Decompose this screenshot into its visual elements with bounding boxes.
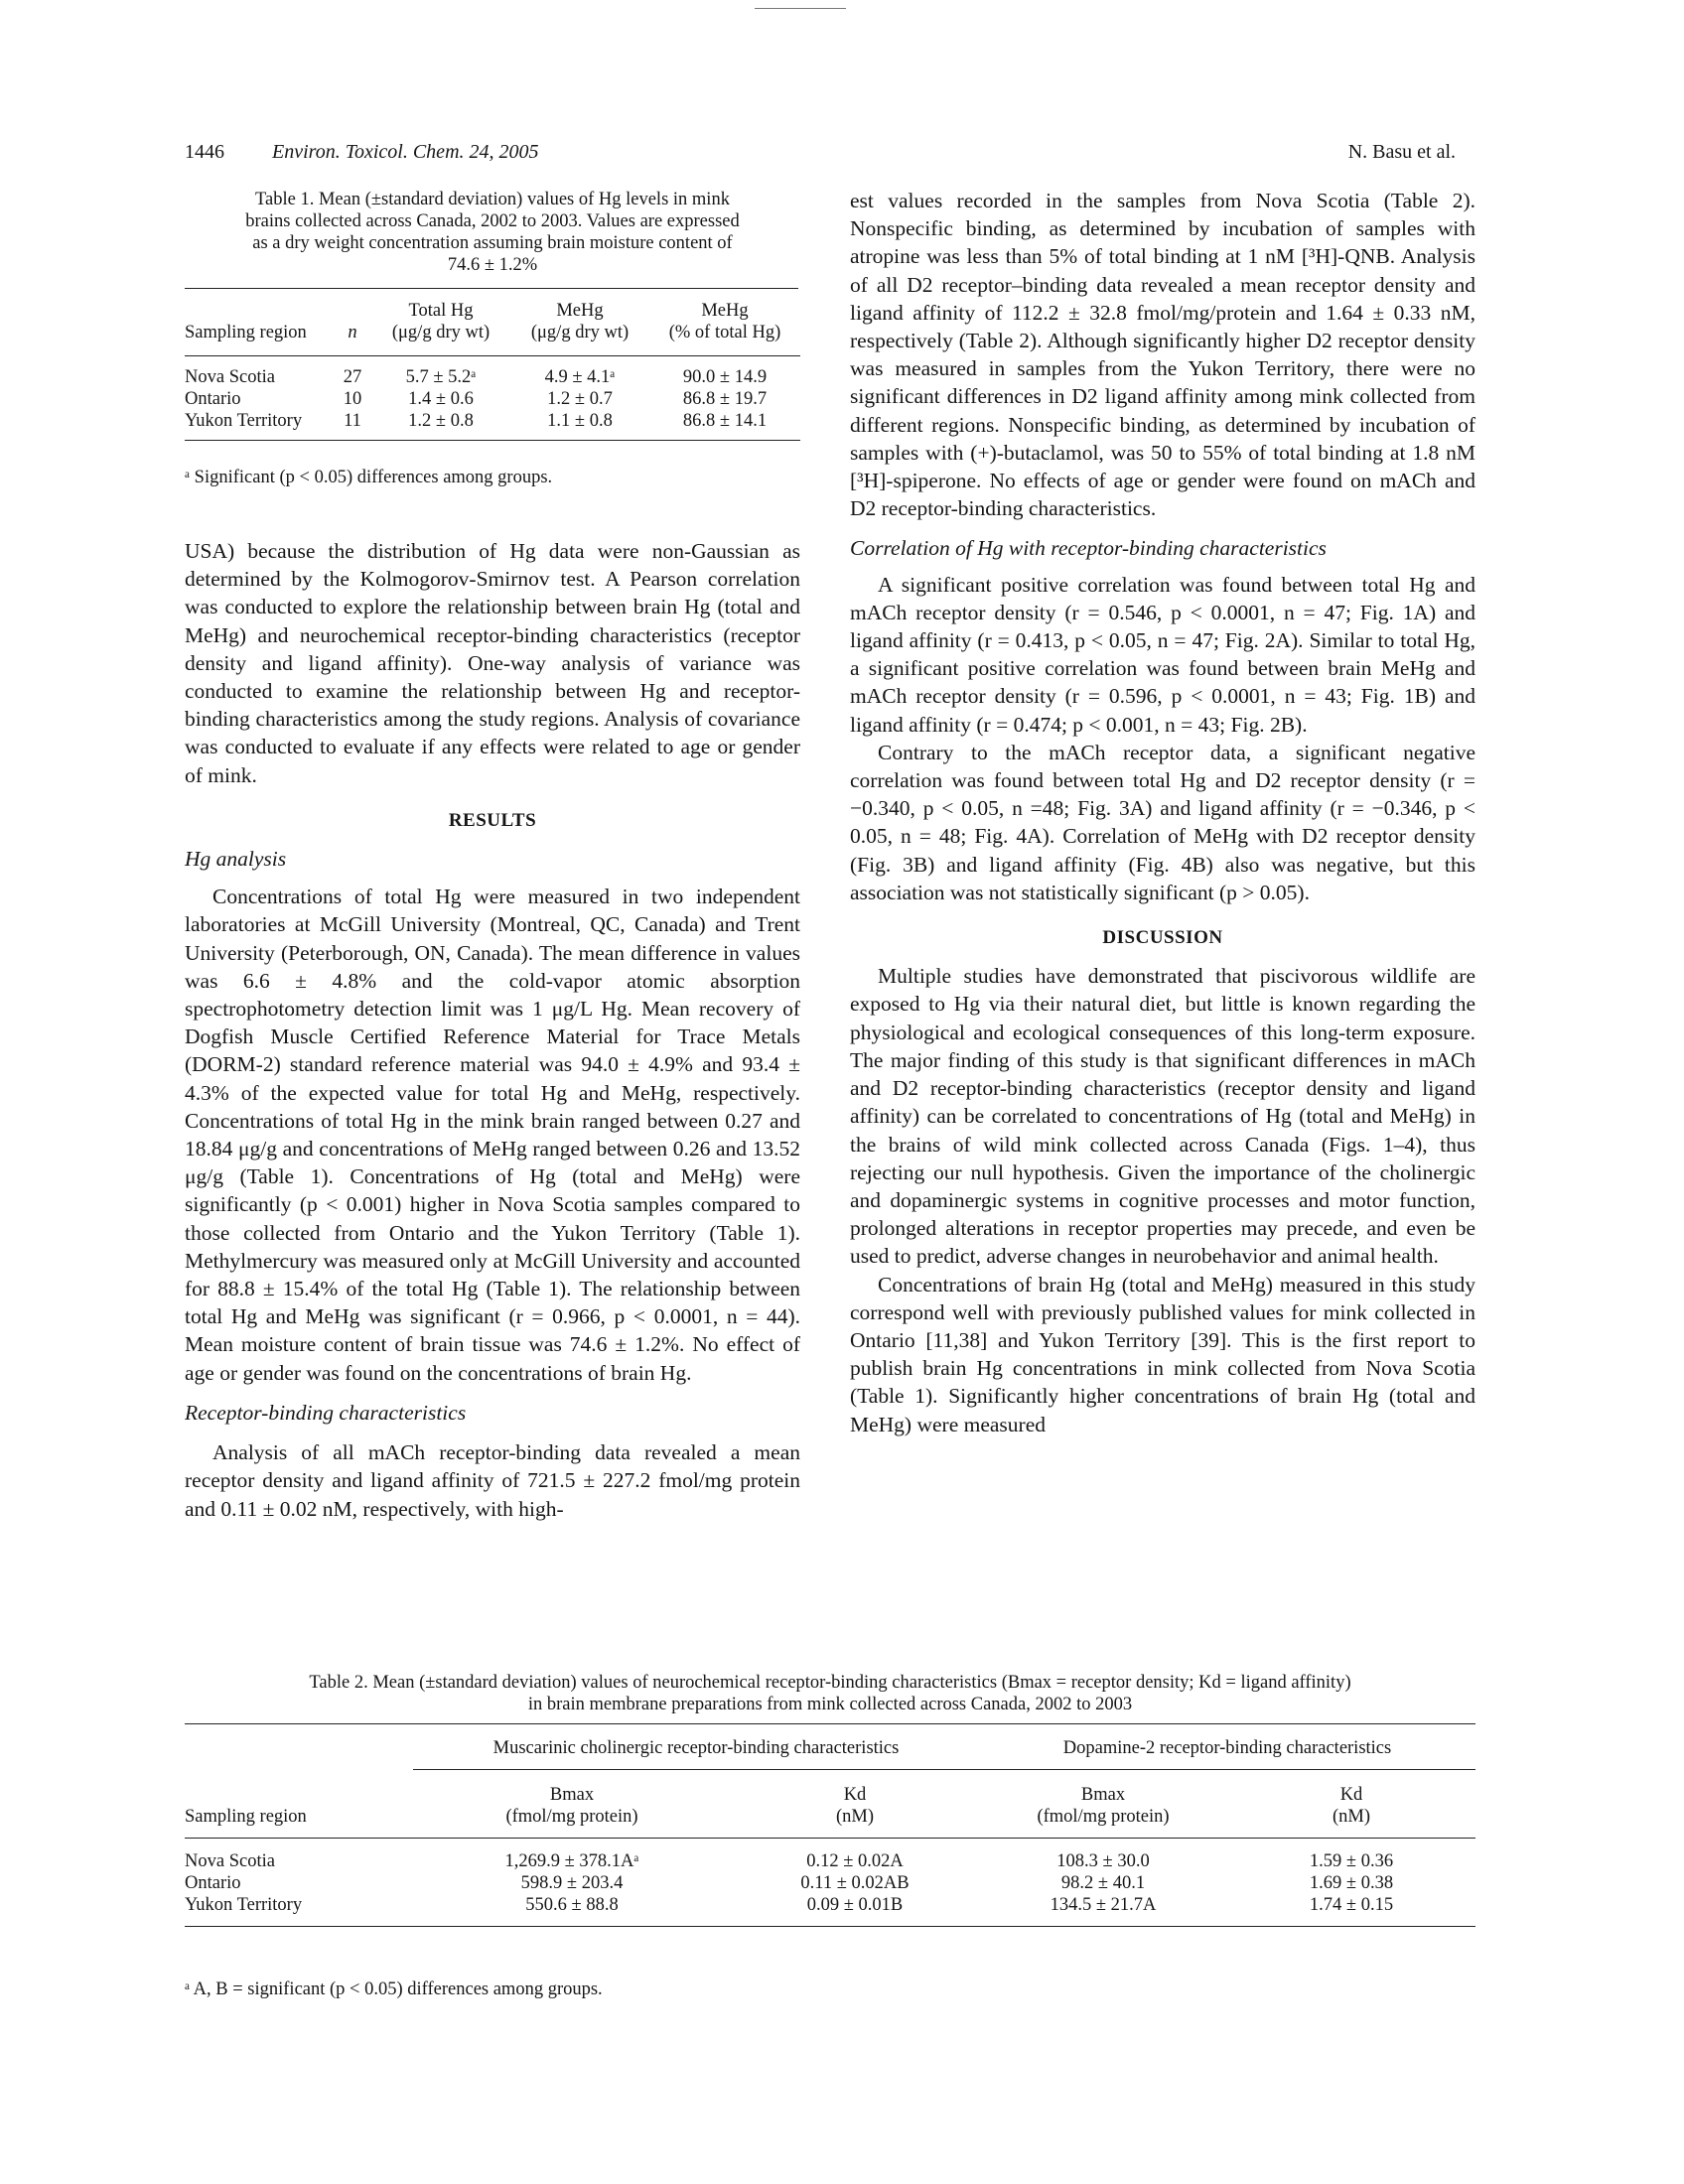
table2-group-muscarinic: Muscarinic cholinergic receptor-binding characteristics bbox=[492, 1738, 900, 1758]
table1-cell-pct: 86.8 ± 14.1 bbox=[682, 411, 768, 431]
table1-cell-mehg: 1.1 ± 0.8 bbox=[547, 411, 613, 431]
table2-cell-mach-bmax: 598.9 ± 203.4 bbox=[520, 1873, 624, 1893]
table1-header-total: Total Hg bbox=[408, 301, 474, 321]
table2-top-rule bbox=[185, 1723, 1475, 1724]
table2-cell-d2-bmax: 108.3 ± 30.0 bbox=[1056, 1851, 1150, 1871]
scan-mark bbox=[755, 8, 846, 9]
table1-header-total-unit: (μg/g dry wt) bbox=[391, 323, 491, 342]
table1-header-region: Sampling region bbox=[185, 323, 307, 342]
table2-cell-region: Ontario bbox=[185, 1873, 241, 1893]
table-row bbox=[185, 1872, 1475, 1894]
table2-cell-d2-kd: 1.74 ± 0.15 bbox=[1309, 1895, 1394, 1915]
receptor-binding-paragraph: Analysis of all mACh receptor-binding data revealed a mean receptor density and ligand affinity of 721.5 ± 227.2 fmol/mg protein and 0.11 ± 0.02 nM, respectively, with high- bbox=[185, 1440, 800, 1521]
table-row bbox=[185, 388, 800, 410]
table2-header-kd-unit: (nM) bbox=[1332, 1807, 1371, 1827]
table1-cell-total: 5.7 ± 5.2ᵃ bbox=[405, 367, 477, 387]
running-authors: N. Basu et al. bbox=[1347, 141, 1456, 163]
right-column bbox=[850, 187, 1475, 1438]
table1-top-rule bbox=[185, 288, 798, 289]
table2-caption-line: Table 2. Mean (±standard deviation) values of neurochemical receptor-binding characteristics (Bmax = receptor density; Kd = ligand affinity) bbox=[309, 1673, 1351, 1693]
table1-header-mehg-pct: MeHg bbox=[701, 301, 749, 321]
table1-footnote: ᵃ Significant (p < 0.05) differences among groups. bbox=[185, 468, 553, 487]
table1-header-n: n bbox=[348, 323, 357, 342]
correlation-heading: Correlation of Hg with receptor-binding characteristics bbox=[850, 536, 1327, 561]
page-number: 1446 bbox=[185, 141, 224, 163]
table1-cell-n: 10 bbox=[343, 389, 362, 409]
hg-analysis-heading: Hg analysis bbox=[185, 847, 287, 872]
table2-header-kd: Kd bbox=[843, 1785, 867, 1805]
table1-cell-region: Nova Scotia bbox=[185, 367, 275, 387]
table1-cell-region: Yukon Territory bbox=[185, 411, 303, 431]
table1-caption bbox=[185, 189, 800, 276]
table1-cell-mehg: 4.9 ± 4.1ᵃ bbox=[544, 367, 616, 387]
table2-caption bbox=[185, 1672, 1475, 1715]
table2-cell-region: Yukon Territory bbox=[185, 1895, 303, 1915]
table1-cell-n: 11 bbox=[344, 411, 361, 431]
discussion-paragraph-2: Concentrations of brain Hg (total and MeHg) measured in this study correspond well with previously published values for mink collected in Ontario [11,38] and Yukon Territory [39]. This is the first report to publish brain Hg concentrations in mink collected from Nova Scotia (Table 1). Significantly higher concentrations of brain Hg (total and MeHg) were measured bbox=[850, 1272, 1475, 1436]
correlation-paragraph-1: A significant positive correlation was found between total Hg and mACh receptor density (r = 0.546, p < 0.0001, n = 47; Fig. 1A) and ligand affinity (r = 0.413, p < 0.05, n = 47; Fig. 2A). Similar to total Hg, a significant positive correlation was found between brain MeHg and mACh receptor density (r = 0.596, p < 0.0001, n = 43; Fig. 1B) and ligand affinity (r = 0.474; p < 0.001, n = 43; Fig. 2B). bbox=[850, 572, 1475, 737]
table2-cell-d2-bmax: 98.2 ± 40.1 bbox=[1060, 1873, 1146, 1893]
table2-cell-mach-bmax: 550.6 ± 88.8 bbox=[525, 1895, 619, 1915]
left-column bbox=[185, 537, 800, 1523]
table2-cell-region: Nova Scotia bbox=[185, 1851, 275, 1871]
table2-cell-d2-kd: 1.59 ± 0.36 bbox=[1309, 1851, 1394, 1871]
correlation-paragraph-2: Contrary to the mACh receptor data, a significant negative correlation was found between total Hg and D2 receptor density (r = −0.340, p < 0.05, n =48; Fig. 3A) and ligand affinity (r = −0.346, p < 0.05, n = 48; Fig. 4A). Correlation of MeHg with D2 receptor density (Fig. 3B) and ligand affinity (Fig. 4B) also was negative, but this association was not statistically significant (p > 0.05). bbox=[850, 740, 1475, 904]
table2-cell-mach-kd: 0.09 ± 0.01B bbox=[806, 1895, 904, 1915]
discussion-paragraph-1: Multiple studies have demonstrated that piscivorous wildlife are exposed to Hg via their natural diet, but little is known regarding the physiological and ecological consequences of this long-term exposure. The major finding of this study is that significant differences in mACh and D2 receptor-binding characteristics (receptor density and ligand affinity) can be correlated to concentrations of Hg (total and MeHg) in the brains of wild mink collected across Canada (Figs. 1–4), thus rejecting our null hypothesis. Given the importance of the cholinergic and dopaminergic systems in cognitive processes and motor function, prolonged alterations in receptor properties may precede, and even be used to predict, adverse changes in neurobehavior and animal health. bbox=[850, 964, 1475, 1269]
table-row bbox=[185, 1894, 1475, 1916]
table1-cell-pct: 86.8 ± 19.7 bbox=[682, 389, 768, 409]
table2-header-region: Sampling region bbox=[185, 1807, 307, 1827]
table1-cell-region: Ontario bbox=[185, 389, 241, 409]
table1-header-mehg-pct-unit: (% of total Hg) bbox=[668, 323, 781, 342]
table2-header-bmax-unit: (fmol/mg protein) bbox=[1037, 1807, 1170, 1827]
table1-caption-line: as a dry weight concentration assuming brain moisture content of bbox=[252, 233, 733, 253]
table1-caption-line: 74.6 ± 1.2% bbox=[447, 255, 538, 275]
table2-header-kd: Kd bbox=[1339, 1785, 1363, 1805]
table2-header-kd-unit: (nM) bbox=[835, 1807, 875, 1827]
table2-header-bmax-unit: (fmol/mg protein) bbox=[505, 1807, 638, 1827]
table1-caption-line: brains collected across Canada, 2002 to 2003. Values are expressed bbox=[245, 211, 740, 231]
table1-cell-n: 27 bbox=[343, 367, 362, 387]
table1-cell-pct: 90.0 ± 14.9 bbox=[682, 367, 768, 387]
table-row bbox=[185, 366, 800, 388]
table1-cell-total: 1.2 ± 0.8 bbox=[408, 411, 474, 431]
receptor-binding-heading: Receptor-binding characteristics bbox=[185, 1400, 467, 1425]
table1-header-mehg: MeHg bbox=[556, 301, 604, 321]
table1-cell-total: 1.4 ± 0.6 bbox=[408, 389, 474, 409]
table2-caption-line: in brain membrane preparations from mink collected across Canada, 2002 to 2003 bbox=[527, 1695, 1133, 1714]
table2-cell-d2-kd: 1.69 ± 0.38 bbox=[1309, 1873, 1394, 1893]
table1 bbox=[185, 300, 800, 441]
table2-cell-d2-bmax: 134.5 ± 21.7A bbox=[1050, 1895, 1157, 1915]
table-row bbox=[185, 1850, 1475, 1872]
receptor-continuation-paragraph: est values recorded in the samples from Nova Scotia (Table 2). Nonspecific binding, as determined by incubation of samples with atropine was less than 5% of total binding at 1 nM [³H]-QNB. Analysis of all D2 receptor–binding data revealed a mean receptor density and ligand affinity of 112.2 ± 32.8 fmol/mg/protein and 1.64 ± 0.33 nM, respectively (Table 2). Although significantly higher D2 receptor density was measured in samples from the Yukon Territory, there were no significant differences in D2 ligand affinity among mink collected from different regions. Nonspecific binding, as determined by incubation of samples with (+)-butaclamol, was 50 to 55% of total binding at 1.8 nM [³H]-spiperone. No effects of age or gender were found on mACh and D2 receptor-binding characteristics. bbox=[850, 189, 1475, 521]
table2-header-bmax: Bmax bbox=[549, 1785, 595, 1805]
table1-cell-mehg: 1.2 ± 0.7 bbox=[547, 389, 613, 409]
methods-continuation-paragraph: USA) because the distribution of Hg data were non-Gaussian as determined by the Kolmogorov-Smirnov test. A Pearson correlation was conducted to explore the relationship between brain Hg (total and MeHg) and neurochemical receptor-binding characteristics (receptor density and ligand affinity). One-way analysis of variance was conducted to examine the relationship between Hg and receptor-binding characteristics among the study regions. Analysis of covariance was conducted to evaluate if any effects were related to age or gender of mink. bbox=[185, 539, 800, 787]
table1-caption-line: Table 1. Mean (±standard deviation) values of Hg levels in mink bbox=[255, 190, 730, 209]
table2-header-bmax: Bmax bbox=[1080, 1785, 1126, 1805]
results-heading: RESULTS bbox=[448, 809, 537, 831]
table2-cell-mach-kd: 0.12 ± 0.02A bbox=[806, 1851, 904, 1871]
table2 bbox=[185, 1737, 1475, 1927]
table2-group-dopamine: Dopamine-2 receptor-binding characteristics bbox=[1062, 1738, 1392, 1758]
discussion-heading: DISCUSSION bbox=[1102, 927, 1223, 949]
journal-citation: Environ. Toxicol. Chem. 24, 2005 bbox=[272, 141, 539, 163]
hg-analysis-paragraph: Concentrations of total Hg were measured in two independent laboratories at McGill University (Montreal, QC, Canada) and Trent University (Peterborough, ON, Canada). The mean difference in values was 6.6 ± 4.8% and the cold-vapor atomic absorption spectrophotometry detection limit was 1 μg/L Hg. Mean recovery of Dogfish Muscle Certified Reference Material for Trace Metals (DORM-2) standard reference material was 94.0 ± 4.9% and 93.4 ± 4.3% of the expected value for total Hg and MeHg, respectively. Concentrations of total Hg in the mink brain ranged between 0.27 and 18.84 μg/g and concentrations of MeHg ranged between 0.26 and 13.52 μg/g (Table 1). Concentrations of Hg (total and MeHg) were significantly (p < 0.001) higher in Nova Scotia samples compared to those collected from Ontario and the Yukon Territory (Table 1). Methylmercury was measured only at McGill University and accounted for 88.8 ± 15.4% of the total Hg (Table 1). The relationship between total Hg and MeHg was significant (r = 0.966, p < 0.0001, n = 44). Mean moisture content of brain tissue was 74.6 ± 1.2%. No effect of age or gender was found on the concentrations of brain Hg. bbox=[185, 885, 800, 1385]
table1-header-mehg-unit: (μg/g dry wt) bbox=[530, 323, 630, 342]
table-row bbox=[185, 410, 800, 432]
table2-cell-mach-kd: 0.11 ± 0.02AB bbox=[800, 1873, 910, 1893]
table2-cell-mach-bmax: 1,269.9 ± 378.1Aᵃ bbox=[504, 1851, 639, 1871]
table2-footnote: ᵃ A, B = significant (p < 0.05) differences among groups. bbox=[185, 1979, 603, 1999]
